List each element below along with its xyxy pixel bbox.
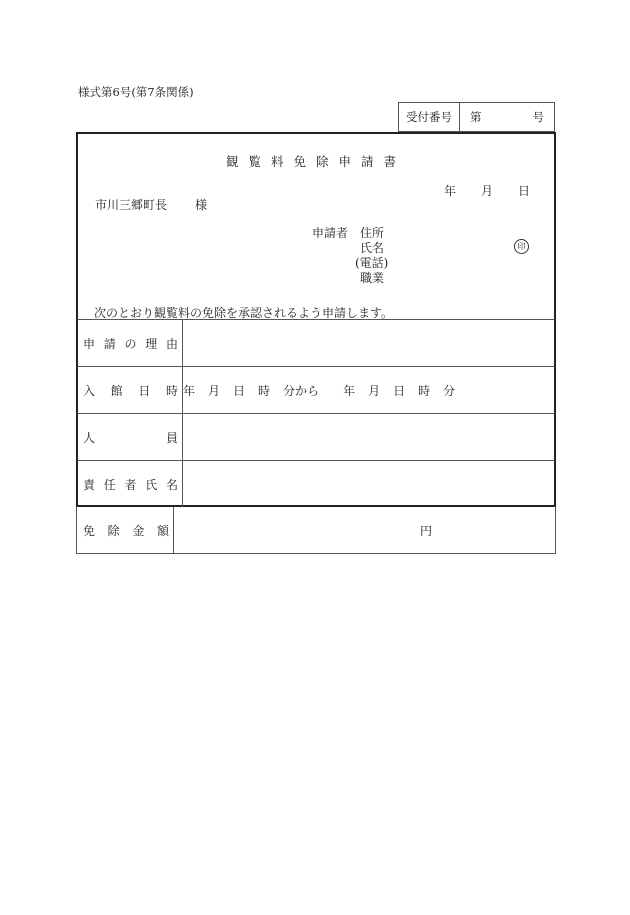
- applicant-heading: 申請者: [312, 226, 349, 240]
- exempt-amount-field[interactable]: [174, 507, 555, 553]
- receipt-number-box: [398, 102, 555, 132]
- addressee-name: 市川三郷町長: [95, 198, 168, 212]
- exempt-amount-row: [76, 507, 556, 554]
- receipt-dai: 第: [470, 110, 482, 124]
- form-number-label: 様式第6号(第7条関係): [78, 85, 194, 99]
- applicant-phone-label: (電話): [355, 256, 389, 270]
- applicant-address-label: 住所: [360, 226, 385, 240]
- table-row: [77, 367, 555, 414]
- responsible-name-label: 責 任 者 氏 名: [77, 461, 183, 508]
- entry-datetime-label: 入 館 日 時: [77, 367, 183, 414]
- table-row: [77, 320, 555, 367]
- yen-unit: 円: [420, 523, 433, 538]
- addressee: [95, 196, 207, 213]
- responsible-name-field[interactable]: [183, 461, 556, 508]
- application-form: [76, 132, 556, 507]
- applicant-name-label: 氏名: [360, 241, 385, 255]
- applicant-occupation-label: 職業: [360, 271, 385, 285]
- application-table: [77, 319, 555, 507]
- people-count-field[interactable]: [183, 414, 556, 461]
- reason-field[interactable]: [183, 320, 556, 367]
- entry-datetime-field[interactable]: 年 月 日 時 分から 年 月 日 時 分: [183, 367, 556, 414]
- form-title: 観覧料免除申請書: [225, 154, 406, 169]
- applicant-block: [312, 226, 388, 286]
- table-row: [77, 414, 555, 461]
- reason-label: 申 請 の 理 由: [77, 320, 183, 367]
- date-day: 日: [517, 184, 530, 198]
- exempt-amount-label: 免 除 金 額: [77, 507, 174, 553]
- date-month: 月: [480, 184, 493, 198]
- application-date[interactable]: [444, 182, 530, 199]
- receipt-go: 号: [532, 110, 544, 124]
- table-row: [77, 461, 555, 508]
- seal-stamp: 印: [514, 239, 529, 254]
- receipt-number-field[interactable]: [460, 103, 554, 131]
- receipt-number-label: 受付番号: [399, 103, 460, 131]
- request-statement: 次のとおり観覧料の免除を承認されるよう申請します。: [94, 306, 394, 320]
- people-count-label: 人 員: [77, 414, 183, 461]
- addressee-honorific: 様: [195, 198, 208, 212]
- date-year: 年: [444, 184, 457, 198]
